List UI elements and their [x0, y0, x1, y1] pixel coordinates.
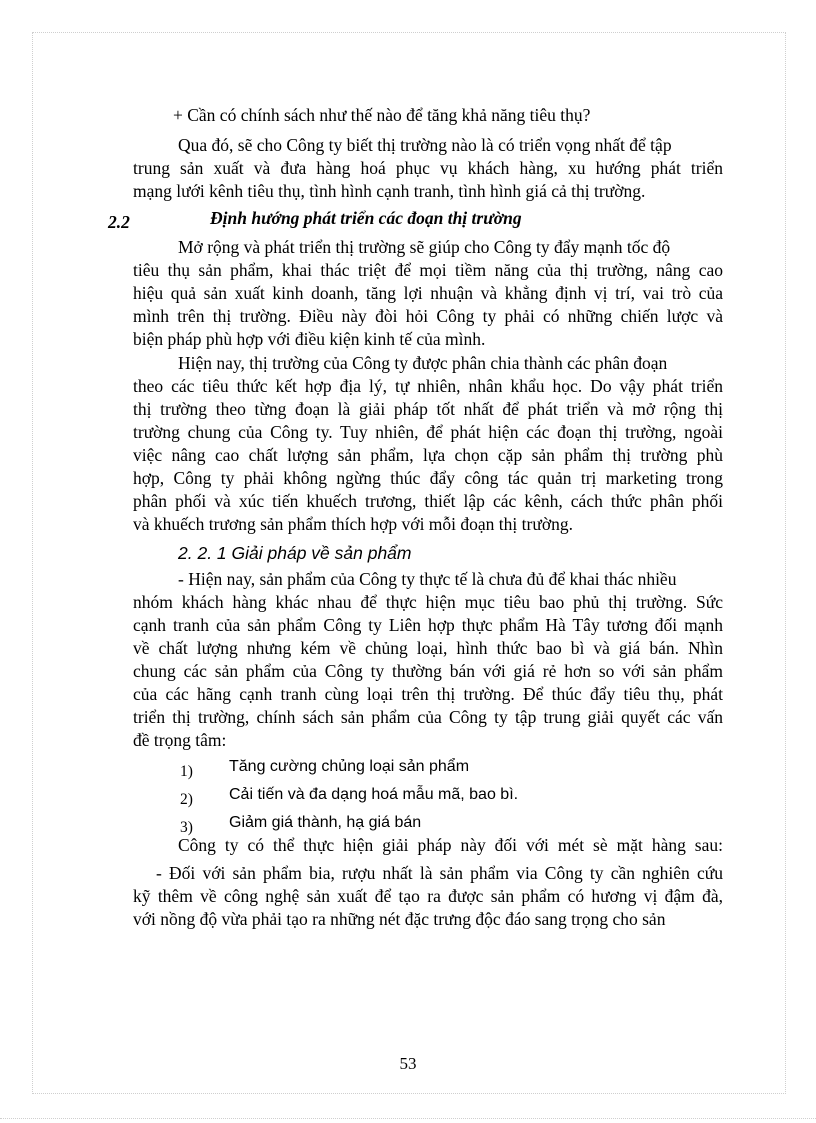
- section-number: 2.2: [108, 212, 130, 232]
- text-line: Mở rộng và phát triển thị trường sẽ giúp cho Công ty đẩy mạnh tốc độ: [178, 237, 671, 257]
- text-line: + Cần có chính sách như thế nào để tăng khả năng tiêu thụ?: [173, 105, 591, 125]
- text-line: hợp, Công ty phải không ngừng thúc đẩy công tác quản trị marketing trong: [133, 468, 723, 488]
- text-line: hiệu quả sản xuất kinh doanh, tăng lợi nhuận và khẳng định vị trí, vai trò của: [133, 283, 723, 303]
- text-line: triển thị trường, chính sách sản phẩm của Công ty tập trung giải quyết các vấn: [133, 707, 723, 727]
- text-line: về chất lượng nhưng kém về chủng loại, hình thức bao bì và giá bán. Nhìn: [133, 638, 723, 658]
- text-line: với nồng độ vừa phải tạo ra những nét đặc trưng độc đáo sang trọng cho sản: [133, 909, 666, 929]
- list-item: Tăng cường chủng loại sản phẩm: [229, 758, 470, 775]
- text-line: mình trên thị trường. Điều này đòi hỏi Công ty phải có những chiến lược và: [133, 306, 723, 326]
- text-line: Hiện nay, thị trường của Công ty được phân chia thành các phân đoạn: [178, 353, 668, 373]
- list-item: Giảm giá thành, hạ giá bán: [229, 814, 422, 831]
- list-number: 1): [180, 763, 193, 780]
- text-line: Qua đó, sẽ cho Công ty biết thị trường nào là có triển vọng nhất để tập: [178, 135, 672, 155]
- text-line: đề trọng tâm:: [133, 730, 227, 750]
- text-line: nhóm khách hàng khác nhau để thực hiện mục tiêu bao phủ thị trường. Sức: [133, 592, 723, 612]
- list-number: 2): [180, 791, 193, 808]
- text-line: biện pháp phù hợp với điều kiện kinh tế của mình.: [133, 329, 486, 349]
- text-line: trung sản xuất và đưa hàng hoá phục vụ khách hàng, xu hướng phát triển: [133, 158, 723, 178]
- text-line: - Hiện nay, sản phẩm của Công ty thực tế là chưa đủ để khai thác nhiều: [178, 569, 677, 589]
- page-number: 53: [399, 1054, 417, 1073]
- text-line: thị trường theo từng đoạn là giải pháp tốt nhất để phát triển và mở rộng thị: [133, 399, 723, 419]
- text-line: và khuếch trương sản phẩm thích hợp với mỗi đoạn thị trường.: [133, 514, 573, 534]
- text-line: trường chung của Công ty. Tuy nhiên, để phát hiện các đoạn thị trường, ngoài: [133, 422, 723, 442]
- text-line: chung các sản phẩm của Công ty thường bán với giá rẻ hơn so với sản phẩm: [133, 661, 723, 681]
- text-line: kỹ thêm về công nghệ sản xuất để tạo ra được sản phẩm có hương vị đậm đà,: [133, 886, 723, 906]
- text-line: mạng lưới kênh tiêu thụ, tình hình cạnh tranh, tình hình giá cả thị trường.: [133, 181, 646, 201]
- subsection-title: 2. 2. 1 Giải pháp về sản phẩm: [178, 543, 412, 563]
- text-line: phân phối và xúc tiến khuếch trương, thiết lập các kênh, cách thức phân phối: [133, 491, 723, 511]
- text-line: theo các tiêu thức kết hợp địa lý, tự nhiên, nhân khẩu học. Do vậy phát triển: [133, 376, 723, 396]
- text-line: của các hãng cạnh tranh cùng loại trên thị trường. Để thúc đẩy tiêu thụ, phát: [133, 684, 723, 704]
- text-line: việc nâng cao chất lượng sản phẩm, lựa chọn cặp sản phẩm thị trường phù: [133, 445, 723, 465]
- text-line: cạnh tranh của sản phẩm Công ty Liên hợp thực phẩm Hà Tây tương đối mạnh: [133, 615, 723, 635]
- text-line: - Đối với sản phẩm bia, rượu nhất là sản phẩm via Công ty cần nghiên cứu: [156, 863, 723, 883]
- list-number: 3): [180, 819, 193, 836]
- section-title: Định hướng phát triển các đoạn thị trường: [210, 208, 522, 228]
- list-item: Cải tiến và đa dạng hoá mẫu mã, bao bì.: [229, 786, 519, 803]
- text-line: tiêu thụ sản phẩm, khai thác triệt để mọi tiềm năng của thị trường, nâng cao: [133, 260, 723, 280]
- text-line: Công ty có thể thực hiện giải pháp này đối với mét sè mặt hàng sau:: [178, 835, 723, 855]
